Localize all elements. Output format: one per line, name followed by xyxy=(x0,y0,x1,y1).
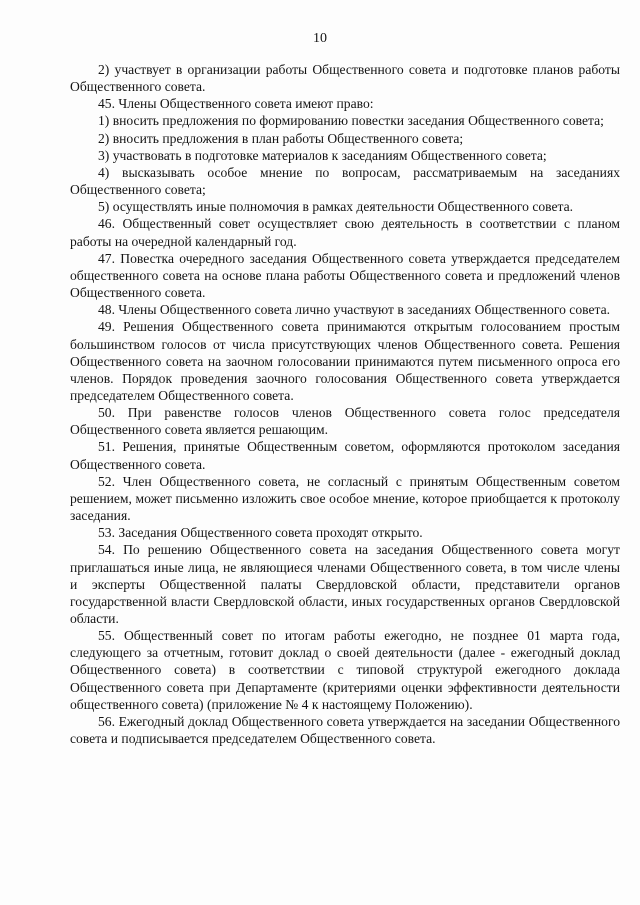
page-number: 10 xyxy=(313,31,327,46)
paragraph-52: 52. Член Общественного совета, не согласный с принятым Общественным советом решением, может письменно изложить свое особое мнение, которое приобщается к протоколу заседания. xyxy=(70,473,620,524)
document-body xyxy=(70,61,620,747)
paragraph-45-1: 1) вносить предложения по формированию повестки заседания Общественного совета; xyxy=(98,113,604,129)
paragraph-50: 50. При равенстве голосов членов Общественного совета голос председателя Общественного совета является решающим. xyxy=(70,405,620,438)
paragraph-45-2: 2) вносить предложения в план работы Общественного совета; xyxy=(98,130,464,146)
paragraph-44-2: 2) участвует в организации работы Общественного совета и подготовке планов работы Общественного совета. xyxy=(70,62,620,95)
paragraph-46: 46. Общественный совет осуществляет свою деятельность в соответствии с планом работы на очередной календарный год. xyxy=(70,216,620,249)
paragraph-54: 54. По решению Общественного совета на заседания Общественного совета могут приглашаться иные лица, не являющиеся членами Общественного совета, в том числе члены и эксперты Общественной палаты Свердловской области, представители органов государственной власти Свердловской области, иных государственных органов Свердловской области. xyxy=(70,542,620,626)
paragraph-49: 49. Решения Общественного совета принимаются открытым голосованием простым большинством голосов от числа присутствующих членов Общественного совета. Решения Общественного совета на заочном голосовании принимаются путем письменного опроса его членов. Порядок проведения заочного голосования Общественного совета утверждается председателем Общественного совета. xyxy=(70,319,620,403)
paragraph-45: 45. Члены Общественного совета имеют право: xyxy=(98,96,374,112)
paragraph-45-5: 5) осуществлять иные полномочия в рамках деятельности Общественного совета. xyxy=(98,199,574,215)
paragraph-51: 51. Решения, принятые Общественным советом, оформляются протоколом заседания Общественного совета. xyxy=(70,439,620,472)
paragraph-55: 55. Общественный совет по итогам работы ежегодно, не позднее 01 марта года, следующего за отчетным, готовит доклад о своей деятельности (далее - ежегодный доклад Общественного совета) в соответствии с типовой структурой ежегодного доклада Общественного совета при Департаменте (критериями оценки эффективности деятельности общественного совета) (приложение № 4 к настоящему Положению). xyxy=(70,628,620,712)
paragraph-47: 47. Повестка очередного заседания Общественного совета утверждается председателем общественного совета на основе плана работы Общественного совета и предложений членов Общественного совета. xyxy=(70,250,620,301)
paragraph-56: 56. Ежегодный доклад Общественного совета утверждается на заседании Общественного совета и подписывается председателем Общественного совета. xyxy=(70,713,620,747)
paragraph-53: 53. Заседания Общественного совета проходят открыто. xyxy=(98,525,423,541)
paragraph-45-3: 3) участвовать в подготовке материалов к заседаниям Общественного совета; xyxy=(98,147,547,163)
paragraph-48: 48. Члены Общественного совета лично участвуют в заседаниях Общественного совета. xyxy=(98,302,611,318)
paragraph-45-4: 4) высказывать особое мнение по вопросам, рассматриваемым на заседаниях Общественного совета; xyxy=(70,164,620,198)
